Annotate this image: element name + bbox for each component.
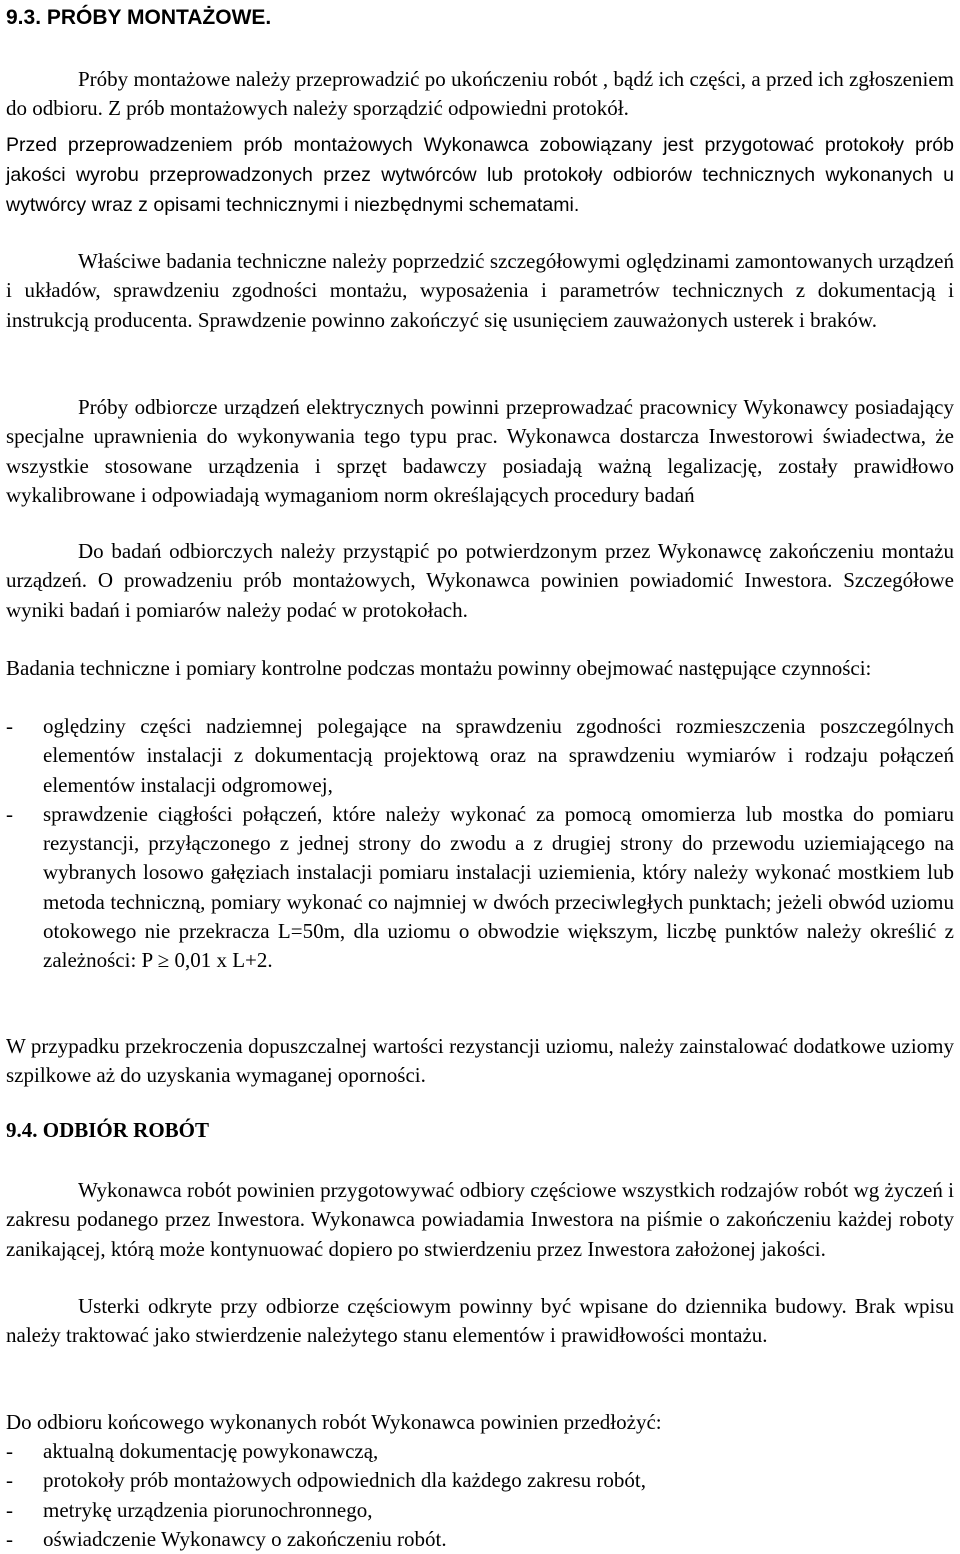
paragraph: Właściwe badania techniczne należy poprzedzić szczegółowymi oględzinami zamontowanych urządzeń i układów, sprawdzeniu zgodności montażu, wyposażenia i parametrów technicznych z dokumentacją i instrukcją producenta. Sprawdzenie powinno zakończyć się usunięciem zauważonych usterek i braków. bbox=[6, 249, 954, 332]
paragraph: Do odbioru końcowego wykonanych robót Wykonawca powinien przedłożyć: bbox=[6, 1410, 662, 1434]
list-item-text: protokoły prób montażowych odpowiednich dla każdego zakresu robót, bbox=[43, 1468, 647, 1493]
list-dash: - bbox=[6, 1497, 13, 1522]
activities-list bbox=[6, 712, 954, 976]
list-item bbox=[6, 1466, 954, 1495]
paragraph: Badania techniczne i pomiary kontrolne podczas montażu powinny obejmować następujące czynności: bbox=[6, 656, 872, 680]
list-dash: - bbox=[6, 1526, 13, 1551]
list-dash: - bbox=[6, 1468, 13, 1493]
list-item-text: oględziny części nadziemnej polegające na sprawdzeniu zgodności rozmieszczenia poszczególnych elementów instalacji z dokumentacją projektową oraz na sprawdzeniu wymiarów i rodzaju połączeń elementów instalacji odgromowej, bbox=[43, 714, 954, 797]
list-item-text: aktualną dokumentację powykonawczą, bbox=[43, 1439, 379, 1463]
paragraph: Próby montażowe należy przeprowadzić po ukończeniu robót , bądź ich części, a przed ich zgłoszeniem do odbioru. Z prób montażowych należy sporządzić odpowiedni protokół. bbox=[6, 67, 954, 121]
list-dash: - bbox=[6, 714, 13, 738]
final-documents-list bbox=[6, 1437, 954, 1554]
list-item bbox=[6, 800, 954, 976]
paragraph: Wykonawca robót powinien przygotowywać odbiory częściowe wszystkich rodzajów robót wg życzeń i zakresu podanego przez Inwestora. Wykonawca powiadamia Inwestora na piśmie o zakończeniu każdej roboty zanikającej, którą może kontynuować dopiero po stwierdzeniu przez Inwestora założonej jakości. bbox=[6, 1178, 954, 1261]
paragraph: Usterki odkryte przy odbiorze częściowym powinny być wpisane do dziennika budowy. Brak wpisu należy traktować jako stwierdzenie należytego stanu elementów i prawidłowości montażu. bbox=[6, 1294, 954, 1348]
list-item-text: metrykę urządzenia piorunochronnego, bbox=[43, 1497, 373, 1522]
list-dash: - bbox=[6, 801, 13, 826]
list-item bbox=[6, 1525, 954, 1554]
list-dash: - bbox=[6, 1439, 13, 1463]
paragraph: Próby odbiorcze urządzeń elektrycznych powinni przeprowadzać pracownicy Wykonawcy posiadający specjalne uprawnienia do wykonywania tego typu prac. Wykonawca dostarcza Inwestorowi świadectwa, że wszystkie stosowane urządzenia i sprzęt badawczy posiadają ważną legalizację, zostały prawidłowo wykalibrowane i odpowiadają wymaganiom norm określających procedury badań bbox=[6, 395, 954, 507]
list-item-text: sprawdzenie ciągłości połączeń, które należy wykonać za pomocą omomierza lub mostka do pomiaru rezystancji, przyłączonego z jednej strony do zwodu a z drugiej strony do przewodu uziemiającego na wybranych losowo gałęziach instalacji pomiaru instalacji uziemienia, który należy wykonać mostkiem lub metoda techniczną, pomiary wykonać co najmniej w dwóch przeciwległych punktach; jeżeli obwód uziomu otokowego nie przekracza L=50m, dla uziomu o obwodzie większym, liczbę punktów należy określić z zależności: P ≥ 0,01 x L+2. bbox=[43, 801, 954, 973]
paragraph: W przypadku przekroczenia dopuszczalnej wartości rezystancji uziomu, należy zainstalować dodatkowe uziomy szpilkowe aż do uzyskania wymaganej oporności. bbox=[6, 1034, 954, 1088]
section-heading-9-4: 9.4. ODBIÓR ROBÓT bbox=[6, 1118, 210, 1142]
paragraph: Do badań odbiorczych należy przystąpić po potwierdzonym przez Wykonawcę zakończeniu montażu urządzeń. O prowadzeniu prób montażowych, Wykonawca powinien powiadomić Inwestora. Szczegółowe wyniki badań i pomiarów należy podać w protokołach. bbox=[6, 539, 954, 622]
paragraph: Przed przeprowadzeniem prób montażowych Wykonawca zobowiązany jest przygotować protokoły prób jakości wyrobu przeprowadzonych przez wytwórców lub protokoły odbiorów technicznych wykonanych u wytwórcy wraz z opisami technicznymi i niezbędnymi schematami. bbox=[6, 134, 954, 216]
list-item bbox=[6, 712, 954, 800]
list-item-text: oświadczenie Wykonawcy o zakończeniu robót. bbox=[43, 1526, 447, 1551]
list-item bbox=[6, 1496, 954, 1525]
section-heading-9-3: 9.3. PRÓBY MONTAŻOWE. bbox=[6, 6, 272, 29]
list-item bbox=[6, 1437, 954, 1466]
